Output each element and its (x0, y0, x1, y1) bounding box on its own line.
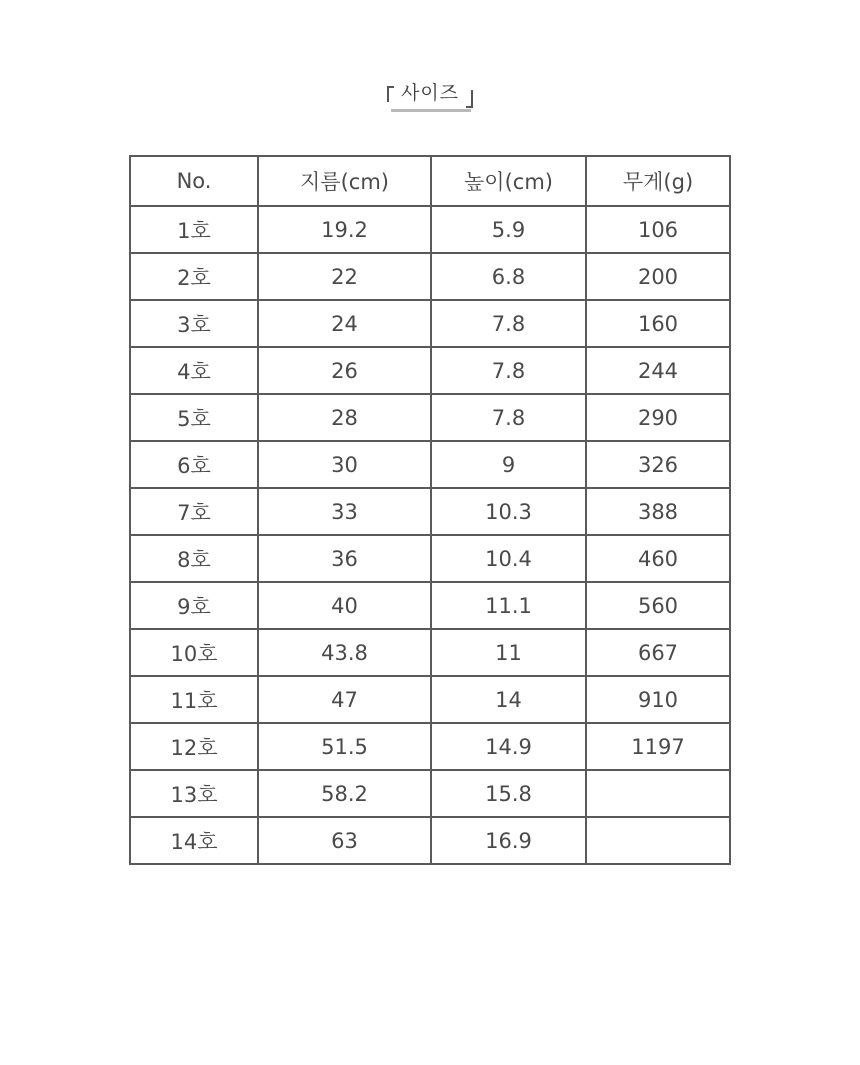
cell-height: 7.8 (431, 394, 586, 441)
cell-diameter: 47 (258, 676, 431, 723)
cell-diameter: 63 (258, 817, 431, 864)
cell-size-no: 2호 (130, 253, 258, 300)
cell-height: 11.1 (431, 582, 586, 629)
cell-size-no: 7호 (130, 488, 258, 535)
cell-size-no: 6호 (130, 441, 258, 488)
cell-weight: 244 (586, 347, 730, 394)
cell-height: 16.9 (431, 817, 586, 864)
cell-height: 11 (431, 629, 586, 676)
table-row (130, 723, 730, 770)
cell-diameter: 51.5 (258, 723, 431, 770)
title-underline (391, 109, 471, 112)
header-height: 높이(cm) (431, 156, 586, 206)
table-row (130, 441, 730, 488)
table-row (130, 394, 730, 441)
table-row (130, 535, 730, 582)
cell-diameter: 40 (258, 582, 431, 629)
cell-weight: 106 (586, 206, 730, 253)
table-row (130, 253, 730, 300)
cell-size-no: 4호 (130, 347, 258, 394)
cell-diameter: 58.2 (258, 770, 431, 817)
cell-size-no: 8호 (130, 535, 258, 582)
header-weight: 무게(g) (586, 156, 730, 206)
cell-height: 15.8 (431, 770, 586, 817)
cell-size-no: 1호 (130, 206, 258, 253)
cell-size-no: 9호 (130, 582, 258, 629)
table-row (130, 347, 730, 394)
table-row (130, 817, 730, 864)
header-no: No. (130, 156, 258, 206)
cell-height: 10.3 (431, 488, 586, 535)
cell-size-no: 13호 (130, 770, 258, 817)
cell-height: 9 (431, 441, 586, 488)
cell-weight (586, 770, 730, 817)
table-row (130, 300, 730, 347)
page-title (387, 78, 473, 108)
cell-size-no: 11호 (130, 676, 258, 723)
table-row (130, 582, 730, 629)
cell-weight: 460 (586, 535, 730, 582)
cell-diameter: 36 (258, 535, 431, 582)
cell-diameter: 33 (258, 488, 431, 535)
table-row (130, 676, 730, 723)
cell-size-no: 10호 (130, 629, 258, 676)
cell-height: 14.9 (431, 723, 586, 770)
cell-diameter: 28 (258, 394, 431, 441)
table-row (130, 206, 730, 253)
cell-height: 6.8 (431, 253, 586, 300)
cell-weight: 290 (586, 394, 730, 441)
cell-height: 5.9 (431, 206, 586, 253)
cell-size-no: 14호 (130, 817, 258, 864)
cell-size-no: 12호 (130, 723, 258, 770)
cell-weight (586, 817, 730, 864)
table-row (130, 770, 730, 817)
cell-size-no: 3호 (130, 300, 258, 347)
size-table-body (130, 206, 730, 864)
header-diameter: 지름(cm) (258, 156, 431, 206)
cell-diameter: 24 (258, 300, 431, 347)
cell-height: 10.4 (431, 535, 586, 582)
title-bracket-left (387, 86, 394, 102)
page-title-text: 사이즈 (400, 82, 460, 104)
cell-diameter: 26 (258, 347, 431, 394)
header-row (130, 156, 730, 206)
table-row (130, 488, 730, 535)
cell-diameter: 22 (258, 253, 431, 300)
page-title-wrap (0, 78, 860, 114)
cell-weight: 200 (586, 253, 730, 300)
cell-height: 7.8 (431, 300, 586, 347)
table-row (130, 629, 730, 676)
cell-weight: 910 (586, 676, 730, 723)
cell-weight: 160 (586, 300, 730, 347)
title-bracket-right (466, 90, 473, 108)
cell-size-no: 5호 (130, 394, 258, 441)
cell-weight: 1197 (586, 723, 730, 770)
cell-diameter: 30 (258, 441, 431, 488)
cell-diameter: 43.8 (258, 629, 431, 676)
cell-weight: 560 (586, 582, 730, 629)
cell-weight: 667 (586, 629, 730, 676)
size-table-header (130, 156, 730, 206)
cell-diameter: 19.2 (258, 206, 431, 253)
size-table (129, 155, 731, 865)
cell-height: 7.8 (431, 347, 586, 394)
cell-weight: 388 (586, 488, 730, 535)
cell-height: 14 (431, 676, 586, 723)
cell-weight: 326 (586, 441, 730, 488)
